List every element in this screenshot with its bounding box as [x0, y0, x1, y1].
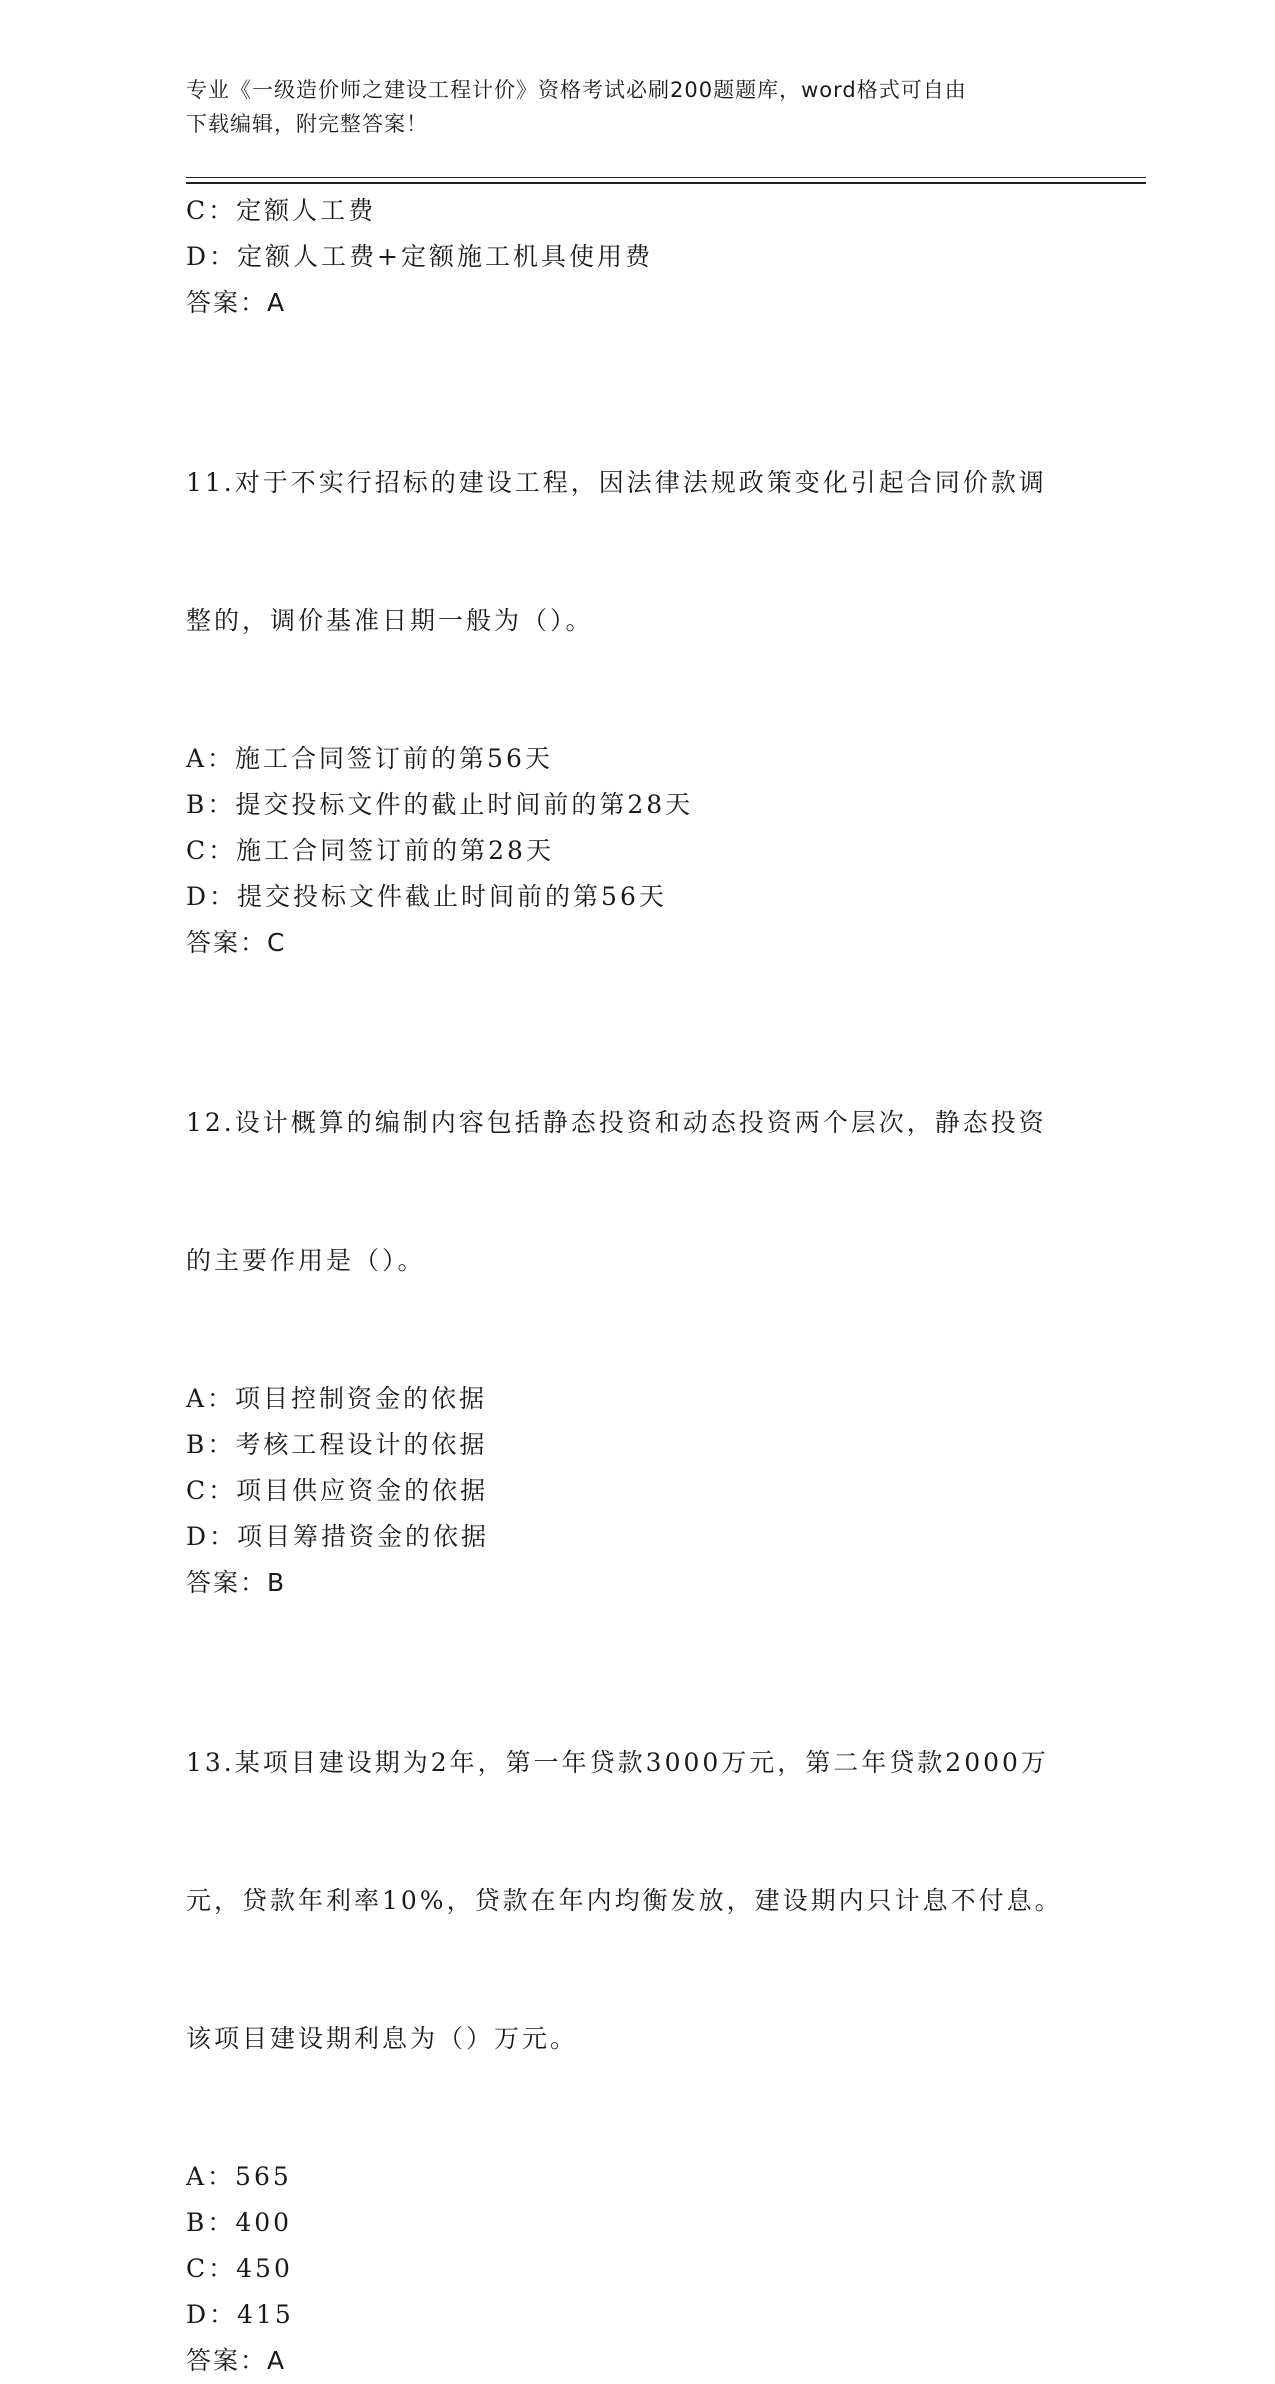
- header-divider-thick: [186, 182, 1146, 184]
- document-header: [186, 73, 1086, 141]
- option-c: C：项目供应资金的依据: [186, 1476, 489, 1505]
- question-stem: [186, 1648, 1066, 2154]
- option-b: B：400: [186, 2208, 293, 2237]
- question-stem: [186, 1008, 1066, 1376]
- option-d: D：提交投标文件截止时间前的第56天: [186, 882, 667, 911]
- question-12: [186, 1008, 1066, 1606]
- question-stem-line: 12.设计概算的编制内容包括静态投资和动态投资两个层次，静态投资: [186, 1108, 1047, 1137]
- question-stem-line: 整的，调价基准日期一般为（）。: [186, 606, 594, 635]
- question-stem: [186, 368, 1066, 736]
- header-line-1: 专业《一级造价师之建设工程计价》资格考试必刷200题题库，word格式可自由: [186, 78, 967, 102]
- option-d: D：415: [186, 2300, 294, 2329]
- option-b: B：考核工程设计的依据: [186, 1430, 488, 1459]
- option-c: C：450: [186, 2254, 293, 2283]
- question-stem-line: 元，贷款年利率10%，贷款在年内均衡发放，建设期内只计息不付息。: [186, 1886, 1063, 1915]
- option-c: C：定额人工费: [186, 196, 377, 225]
- option-d: D：项目筹措资金的依据: [186, 1522, 490, 1551]
- header-line-2: 下载编辑，附完整答案！: [186, 112, 428, 136]
- answer-line: 答案：B: [186, 1568, 287, 1597]
- carryover-question: [186, 188, 1066, 326]
- option-a: A：施工合同签订前的第56天: [186, 744, 553, 773]
- question-stem-line: 该项目建设期利息为（）万元。: [186, 2024, 579, 2053]
- option-c: C：施工合同签订前的第28天: [186, 836, 554, 865]
- answer-line: 答案：A: [186, 2346, 287, 2375]
- question-13: [186, 1648, 1066, 2384]
- question-stem-line: 13.某项目建设期为2年，第一年贷款3000万元，第二年贷款2000万: [186, 1748, 1049, 1777]
- question-stem-line: 11.对于不实行招标的建设工程，因法律法规政策变化引起合同价款调: [186, 468, 1047, 497]
- question-list: [186, 188, 1066, 2384]
- option-a: A：项目控制资金的依据: [186, 1384, 488, 1413]
- option-d: D：定额人工费+定额施工机具使用费: [186, 242, 653, 271]
- option-a: A：565: [186, 2162, 292, 2191]
- question-11: [186, 368, 1066, 966]
- header-divider-thin: [186, 177, 1146, 178]
- question-stem-line: 的主要作用是（）。: [186, 1246, 426, 1275]
- answer-line: 答案：A: [186, 288, 287, 317]
- option-b: B：提交投标文件的截止时间前的第28天: [186, 790, 694, 819]
- answer-line: 答案：C: [186, 928, 287, 957]
